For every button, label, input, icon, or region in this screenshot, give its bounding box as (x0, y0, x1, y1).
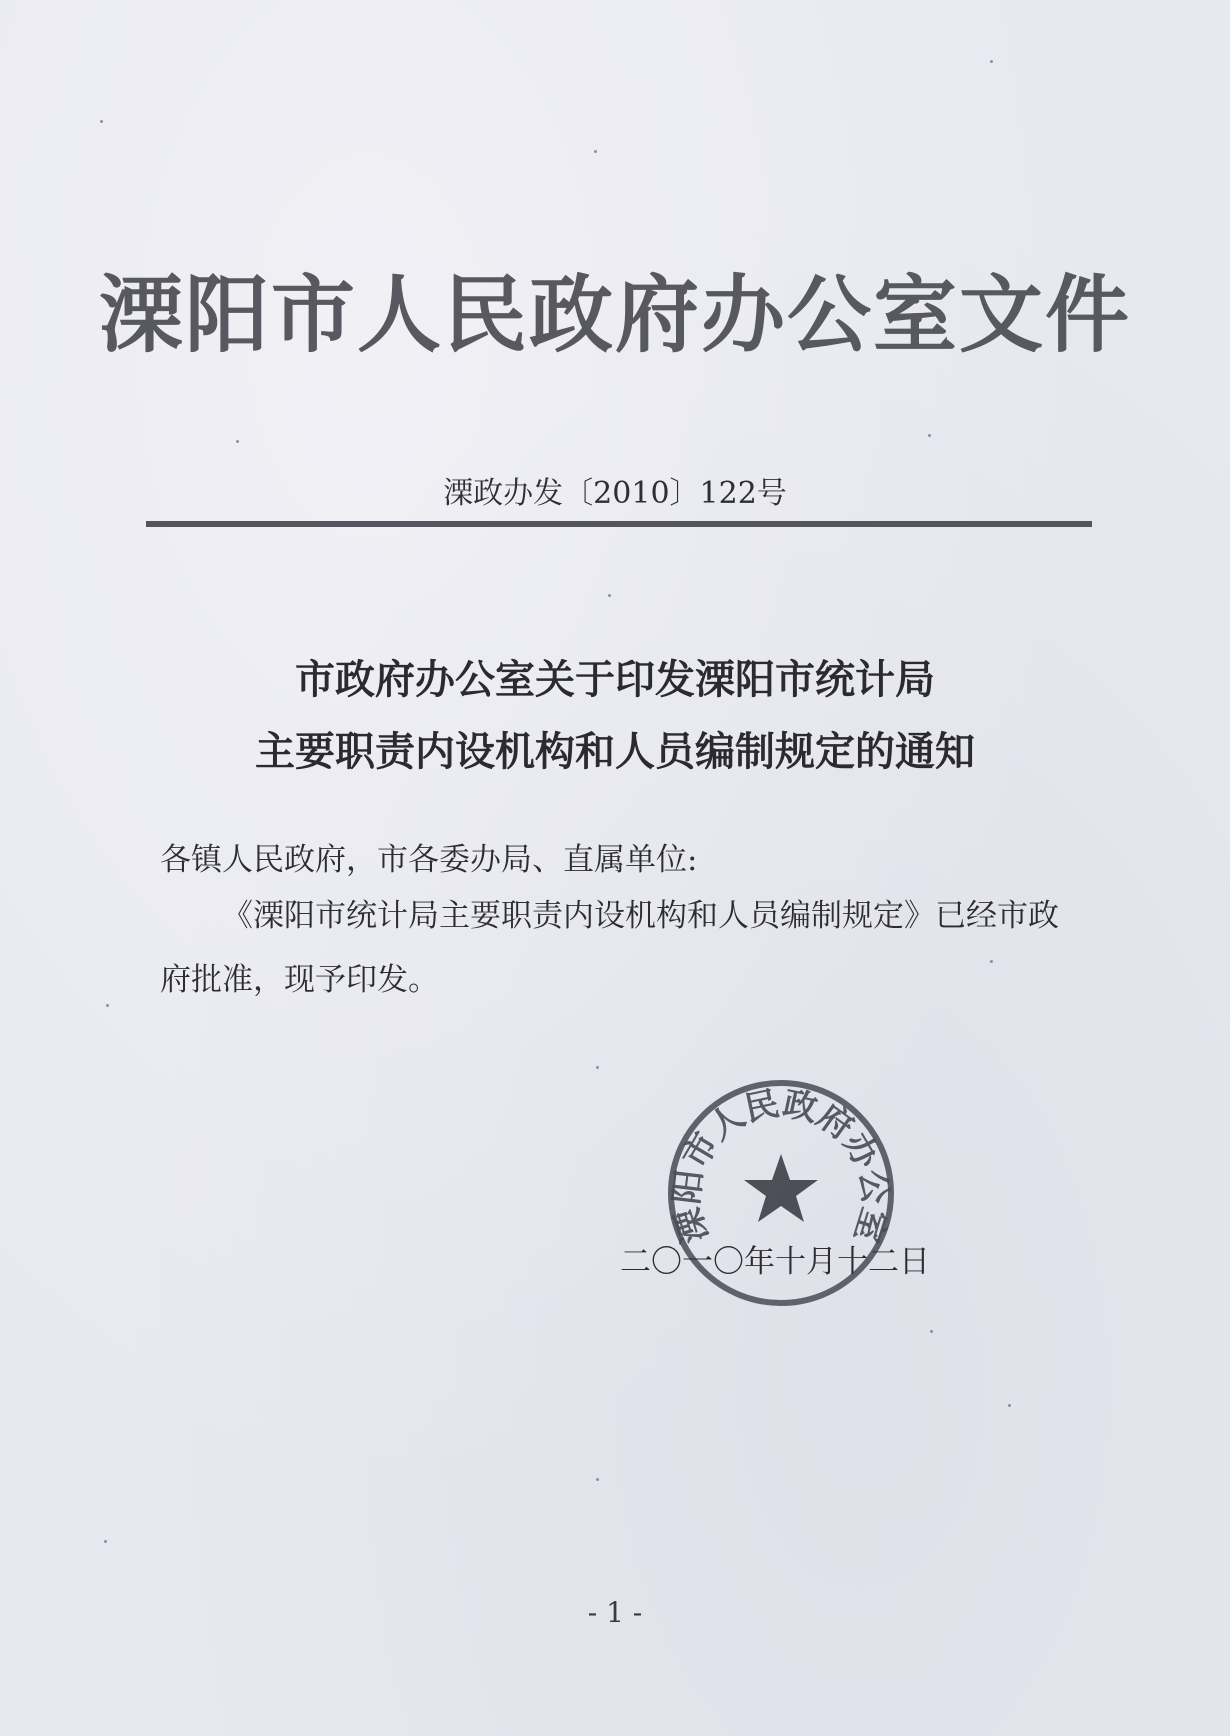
scan-speck (608, 594, 611, 597)
notice-title-line1: 市政府办公室关于印发溧阳市统计局 (295, 657, 935, 703)
addressee-line: 各镇人民政府，市各委办局、直属单位: (160, 842, 698, 878)
scan-speck (928, 434, 931, 437)
page-number: - 1 - (587, 1596, 643, 1629)
scan-speck (594, 150, 597, 153)
notice-title-line2: 主要职责内设机构和人员编制规定的通知 (255, 729, 975, 775)
header-divider-rule (146, 521, 1092, 527)
scan-speck (930, 1330, 933, 1333)
scan-speck (1008, 1404, 1011, 1407)
issuer-header-title: 溧阳市人民政府办公室文件 (98, 266, 1131, 364)
scan-speck (100, 120, 103, 123)
scan-speck (596, 1478, 599, 1481)
scan-speck (990, 60, 993, 63)
document-number: 溧政办发〔2010〕122号 (443, 476, 787, 511)
scan-speck (104, 1540, 107, 1543)
seal-text: 溧阳市人民政府办公室 (666, 1083, 896, 1248)
scan-speck (236, 440, 239, 443)
issue-date: 二〇一〇年十月十二日 (620, 1244, 930, 1280)
notice-title (0, 644, 1230, 788)
star-icon (744, 1154, 818, 1222)
scan-speck (596, 1066, 599, 1069)
body-paragraph: 《溧阳市统计局主要职责内设机构和人员编制规定》已经市政府批准，现予印发。 (160, 898, 1059, 998)
scan-speck (106, 1004, 109, 1007)
